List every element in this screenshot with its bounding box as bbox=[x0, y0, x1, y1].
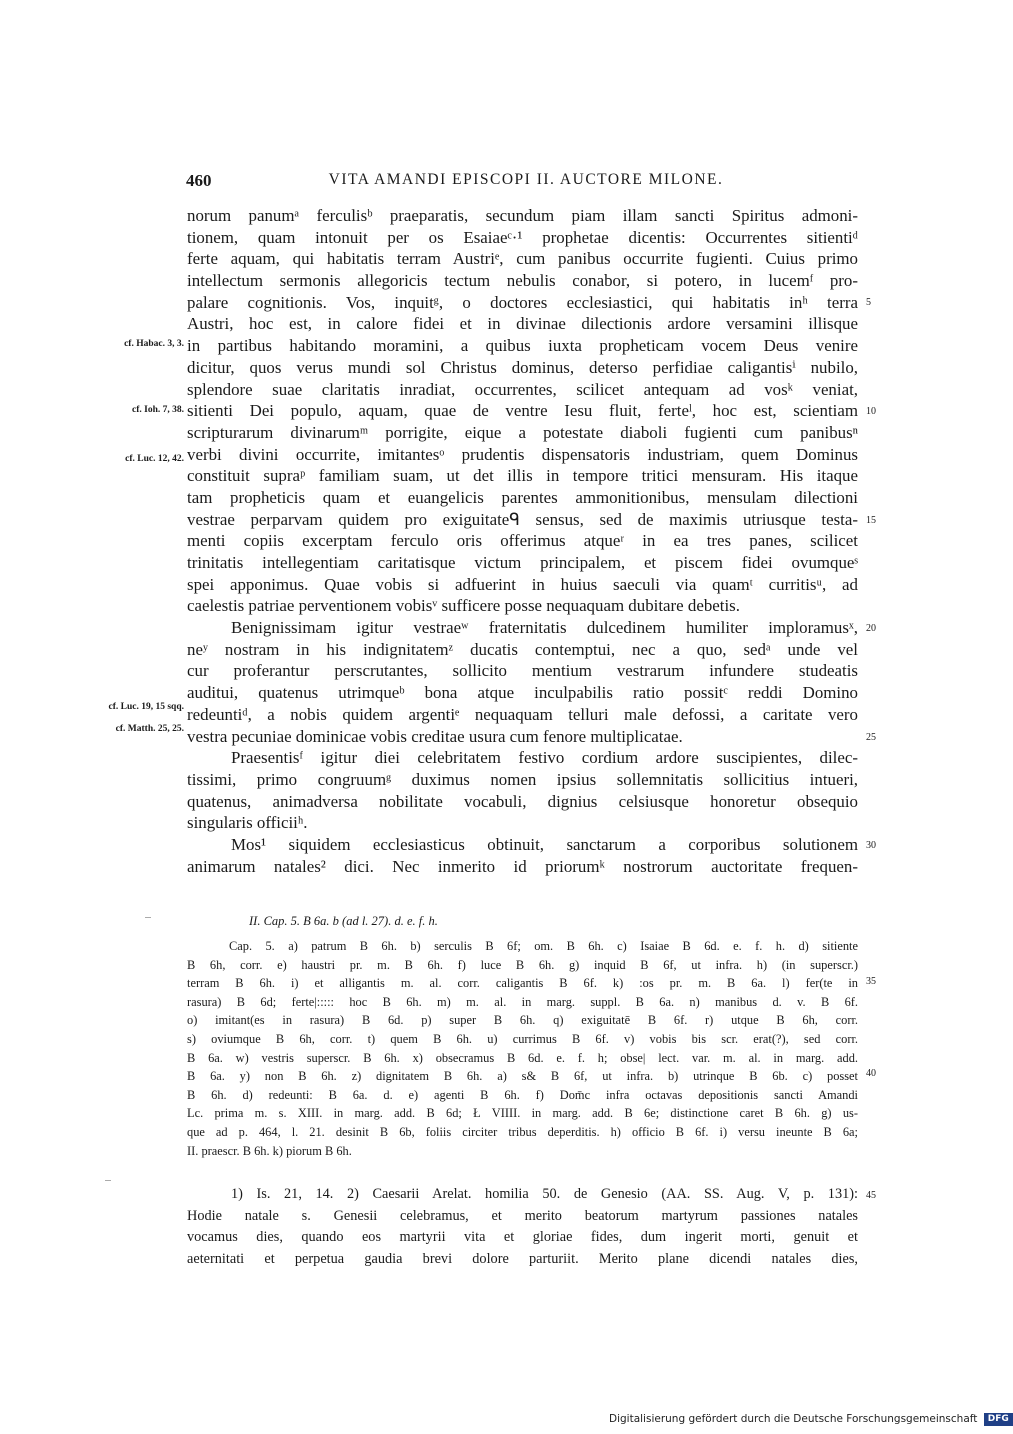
text-line: Benignissimam igitur vestraeʷ fraternitatis dulcedinem humiliter imploramusˣ, bbox=[231, 618, 858, 638]
text-line: redeuntiᵈ, a nobis quidem argentiᵉ nequaquam telluri male defossi, a caritate vero bbox=[187, 704, 858, 724]
line-number: 25 bbox=[866, 732, 876, 743]
text-line: verbi divini occurrite, imitantesᵒ prudentis dispensatoris industriam, quem Dominus bbox=[187, 444, 858, 464]
text-line: dicitur, quos verus mundi sol Christus dominus, deterso perfidiae caligantisⁱ nubilo, bbox=[187, 357, 858, 377]
text-line: spei apponimus. Quae vobis si adfuerint in huius saeculi via quamᵗ curritisᵘ, ad bbox=[187, 574, 858, 594]
margin-ref: cf. Ioh. 7, 38. bbox=[132, 405, 184, 415]
text-line: caelestis patriae perventionem vobisᵛ sufficere posse nequaquam dubitare debetis. bbox=[187, 596, 740, 616]
text-line: vestra pecuniae dominicae vobis creditae usura cum fenore multiplicatae. bbox=[187, 726, 683, 746]
text-line: tionem, quam intonuit per os Esaiaeᶜ·¹ prophetae dicentis: Occurrentes sitientiᵈ bbox=[187, 227, 858, 247]
margin-ref: cf. Luc. 12, 42. bbox=[125, 454, 184, 464]
line-number: 20 bbox=[866, 623, 876, 634]
digitization-credit bbox=[609, 1411, 1009, 1427]
text-line: tam propheticis quam et euangelicis parentes ammonitionibus, mensulam dilectioni bbox=[187, 487, 858, 507]
footnote-line: vocamus dies, quando eos martyrii vita et gloriae fides, dum ingerit morti, genuit et bbox=[187, 1229, 858, 1245]
apparatus-line: o) imitant(es in rasura) B 6d. p) super B 6h. q) exiguitatē B 6f. r) utque B 6h, corr. bbox=[187, 1013, 858, 1028]
text-line: in partibus habitando moramini, a quibus iuxta propheticam vocem Deus venire bbox=[187, 336, 858, 356]
text-line: vestrae perparvam quidem pro exiguitateᑫ sensus, sed de maximis utriusque testa- bbox=[187, 509, 858, 529]
text-line: Austri, hoc est, in calore fidei et in divinae dilectionis ardore versamini illisque bbox=[187, 314, 858, 334]
line-number: 35 bbox=[866, 976, 876, 987]
margin-ref: cf. Matth. 25, 25. bbox=[115, 724, 184, 734]
apparatus-line: B 6a. y) non B 6h. z) dignitatem B 6h. a) s& B 6f, ut infra. b) utrinque B 6b. c) posset bbox=[187, 1069, 858, 1084]
text-line: intellectum sermonis allegoricis tectum nebulis conabor, si potero, in lucemᶠ pro- bbox=[187, 271, 858, 291]
margin-ref: cf. Luc. 19, 15 sqq. bbox=[108, 702, 184, 712]
text-line: cur proferantur perscrutantes, sollicito mentium vestrarum infundere studeatis bbox=[187, 661, 858, 681]
page-header bbox=[186, 171, 866, 195]
footnote-line: Hodie natale s. Genesii celebramus, et merito beatorum martyrum passiones natales bbox=[187, 1207, 858, 1224]
apparatus-line: Cap. 5. a) patrum B 6h. b) serculis B 6f; om. B 6h. c) Isaiae B 6d. e. f. h. d) sitiente bbox=[229, 939, 858, 953]
critical-apparatus bbox=[187, 910, 858, 1160]
text-line: singularis officiiʰ. bbox=[187, 813, 308, 833]
text-line: auditui, quatenus utrimqueᵇ bona atque inculpabilis ratio possitᶜ reddi Domino bbox=[187, 683, 858, 703]
line-number: 5 bbox=[866, 297, 871, 308]
apparatus-line: B 6a. w) vestris superscr. B 6h. x) obsecramus B 6d. e. f. h; obse| lect. var. m. al. in marg. add. bbox=[187, 1050, 858, 1065]
text-line: Praesentisᶠ igitur diei celebritatem festivo cordium ardore suscipientes, dilec- bbox=[231, 748, 858, 768]
margin-ref: cf. Habac. 3, 3. bbox=[124, 339, 184, 349]
footnote-line: 1) Is. 21, 14. 2) Caesarii Arelat. homilia 50. de Genesio (AA. SS. Aug. V, p. 131): bbox=[231, 1186, 858, 1202]
text-line: quatenus, animadversa nobilitate vocabuli, dignius celsiusque honoretur obsequio bbox=[187, 791, 858, 811]
text-line: ferte aquam, qui habitatis terram Austriᵉ, cum panibus occurrite fugienti. Cuius primo bbox=[187, 249, 858, 269]
line-number: 15 bbox=[866, 515, 876, 526]
apparatus-line: que ad p. 464, l. 21. desinit B 6b, foliis circiter tribus deperditis. h) officio B 6f. i) versu ineunte B 6a; bbox=[187, 1124, 858, 1139]
apparatus-heading: II. Cap. 5. B 6a. b (ad l. 27). d. e. f. h. bbox=[249, 914, 438, 928]
apparatus-line: B 6h. d) redeunti: B 6a. d. e) agenti B 6h. f) Dom̄c infra octavas depositionis sancti Amandi bbox=[187, 1087, 858, 1102]
footnotes bbox=[187, 1184, 858, 1270]
text-line: splendore suae claritatis inradiat, occurrentes, scilicet antequam ad vosᵏ veniat, bbox=[187, 379, 858, 399]
text-line: sitienti Dei populo, aquam, quae de ventre Iesu fluit, ferteˡ, hoc est, scientiam bbox=[187, 401, 858, 421]
footnote-line: aeternitati et perpetua gaudia brevi dolore parturiit. Merito plane dicendi natales dies, bbox=[187, 1250, 858, 1267]
apparatus-line: terram B 6h. i) et alligantis m. al. corr. caligantis B 6f. k) :os pr. m. B 6a. l) fer(te in bbox=[187, 976, 858, 991]
text-line: Mos¹ siquidem ecclesiasticus obtinuit, sanctarum a corporibus solutionem bbox=[231, 834, 858, 854]
credit-text: Digitalisierung gefördert durch die Deutsche Forschungsgemeinschaft bbox=[609, 1413, 978, 1425]
text-line: trinitatis intellegentiam caritatisque victum principalem, et piscem fidei ovumqueˢ bbox=[187, 553, 858, 572]
text-line: menti copiis excerptam ferculo oris offerimus atqueʳ in ea tres panes, scilicet bbox=[187, 531, 858, 551]
line-number: 40 bbox=[866, 1068, 876, 1079]
apparatus-line: s) oviumque B 6h, corr. t) quem B 6h. u) currimus B 6f. v) vobis bis scr. erat(?), sed corr. bbox=[187, 1031, 858, 1046]
text-line: animarum natales² dici. Nec inmerito id priorumᵏ nostrorum auctoritate frequen- bbox=[187, 856, 858, 876]
text-line: scripturarum divinarumᵐ porrigite, eique a potestate diaboli fugienti cum panibusⁿ bbox=[187, 422, 858, 442]
line-number: 10 bbox=[866, 406, 876, 417]
running-title: VITA AMANDI EPISCOPI II. AUCTORE MILONE. bbox=[328, 171, 724, 188]
text-line: neʸ nostram in his indignitatemᶻ ducatis contemptui, nec a quo, sedᵃ unde vel bbox=[187, 639, 858, 659]
text-line: constituit supraᵖ familiam suam, ut det illis in tempore tritici mensuram. His itaque bbox=[187, 466, 858, 486]
text-line: norum panumᵃ ferculisᵇ praeparatis, secundum piam illam sancti Spiritus admoni- bbox=[187, 206, 858, 225]
text-line: palare cognitionis. Vos, inquitᵍ, o doctores ecclesiastici, qui habitatis inʰ terra bbox=[187, 292, 858, 312]
line-number: 45 bbox=[866, 1190, 876, 1201]
apparatus-line: B 6h, corr. e) haustri pr. m. B 6h. f) luce B 6h. g) inquid B 6f, ut infra. h) (in superscr.) bbox=[187, 957, 858, 972]
main-text bbox=[187, 205, 858, 877]
apparatus-line: II. praescr. B 6h. k) piorum B 6h. bbox=[187, 1143, 352, 1158]
dfg-logo: DFG bbox=[984, 1413, 1013, 1426]
apparatus-line: Lc. prima m. s. XIII. in marg. add. B 6d; Ł VIIII. in marg. add. B 6e; distinctione caret B 6h. g) us- bbox=[187, 1106, 858, 1121]
text-line: tissimi, primo congruumᵍ duximus nomen ipsius sollemnitatis sollicitius intueri, bbox=[187, 769, 858, 789]
line-number: 30 bbox=[866, 840, 876, 851]
apparatus-line: rasura) B 6d; ferte|::::: hoc B 6h. m) m. al. in marg. suppl. B 6a. n) manibus d. v. B 6f. bbox=[187, 994, 858, 1009]
page-number: 460 bbox=[186, 171, 212, 190]
margin-mark bbox=[145, 917, 151, 918]
margin-mark bbox=[105, 1180, 111, 1181]
